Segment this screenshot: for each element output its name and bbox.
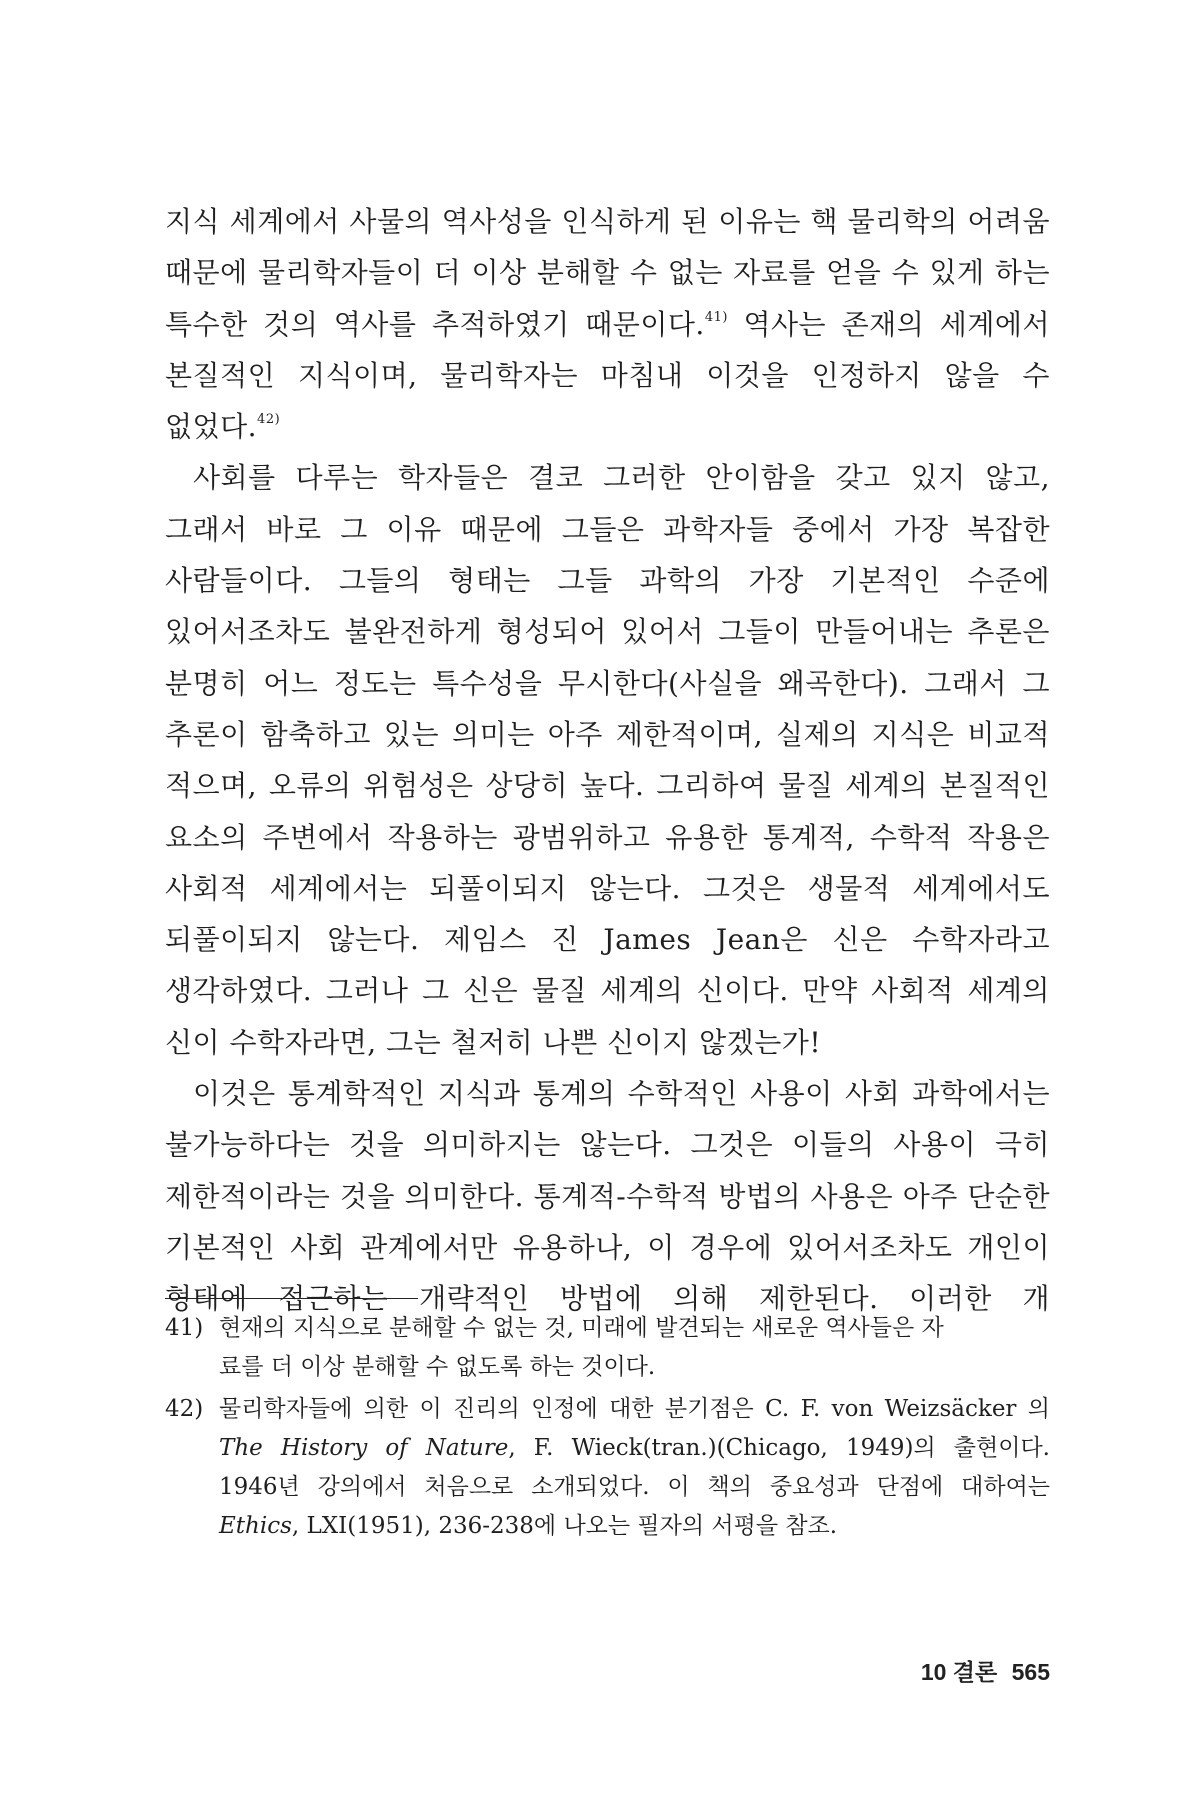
footnote-41	[165, 1309, 1050, 1387]
footnote-42-text-c: , LXI(1951), 236-238에 나오는 필자의 서평을 참조.	[291, 1513, 838, 1539]
paragraph-1-text-b: 역사는 존재의 세계에서 본질적인 지식이며, 물리학자는 마침내 이것을 인정하지 않을 수 없었다.	[165, 307, 1050, 444]
footnote-ref-42: 42)	[257, 412, 281, 428]
footnote-42-book-title: The History of Nature	[219, 1435, 509, 1461]
footnote-42-number: 42)	[165, 1396, 204, 1422]
footnote-42-journal-title: Ethics	[219, 1513, 292, 1539]
paragraph-3: 이것은 통계학적인 지식과 통계의 수학적인 사용이 사회 과학에서는 불가능하다는 것을 의미하지는 않는다. 그것은 이들의 사용이 극히 제한적이라는 것을 의미한다. 통계적-수학적 방법의 사용은 아주 단순한 기본적인 사회 관계에서만 유용하나, 이 경우에 있어서조차도 개인이 형태에 접근하는 개략적인 방법에 의해 제한된다. 이러한 개	[165, 1077, 1050, 1316]
paragraph-1	[165, 196, 1050, 452]
main-text	[165, 196, 1050, 1325]
footnote-42-text	[219, 1390, 1050, 1546]
paragraph-1-text-a: 지식 세계에서 사물의 역사성을 인식하게 된 이유는 핵 물리학의 어려움 때문에 물리학자들이 더 이상 분해할 수 없는 자료를 얻을 수 있게 하는 특수한 것의 역사를 추적하였기 때문이다.	[165, 205, 1050, 341]
footnote-41-line-1: 현재의 지식으로 분해할 수 없는 것, 미래에 발견되는 새로운 역사들은 자	[219, 1315, 944, 1341]
footnote-42	[165, 1390, 1050, 1546]
footnote-42-text-b: , F. Wieck(tran.)(Chicago, 1949)의 출현이다. 1946년 강의에서 처음으로 소개되었다. 이 책의 중요성과 단점에 대하여는	[219, 1435, 1050, 1500]
running-footer	[921, 1654, 1050, 1687]
footnote-41-text	[219, 1309, 1050, 1387]
footnote-41-line-2: 료를 더 이상 분해할 수 없도록 하는 것이다.	[219, 1354, 656, 1380]
chapter-label: 10 결론	[920, 1659, 998, 1685]
footnotes	[165, 1309, 1050, 1549]
footnote-divider	[165, 1298, 418, 1299]
paragraph-2: 사회를 다루는 학자들은 결코 그러한 안이함을 갖고 있지 않고, 그래서 바로 그 이유 때문에 그들은 과학자들 중에서 가장 복잡한 사람들이다. 그들의 형태는 그들 과학의 가장 기본적인 수준에 있어서조차도 불완전하게 형성되어 있어서 그들이 만들어내는 추론은 분명히 어느 정도는 특수성을 무시한다(사실을 왜곡한다). 그래서 그 추론이 함축하고 있는 의미는 아주 제한적이며, 실제의 지식은 비교적 적으며, 오류의 위험성은 상당히 높다. 그리하여 물질 세계의 본질적인 요소의 주변에서 작용하는 광범위하고 유용한 통계적, 수학적 작용은 사회적 세계에서는 되풀이되지 않는다. 그것은 생물적 세계에서도 되풀이되지 않는다. 제임스 진 James Jean은 신은 수학자라고 생각하였다. 그러나 그 신은 물질 세계의 신이다. 만약 사회적 세계의 신이 수학자라면, 그는 철저히 나쁜 신이지 않겠는가!	[165, 461, 1050, 1059]
footnote-42-text-a: 물리학자들에 의한 이 진리의 인정에 대한 분기점은 C. F. von Weizsäcker 의	[219, 1396, 1050, 1422]
footnote-ref-41: 41)	[704, 309, 728, 325]
footnote-41-number: 41)	[165, 1315, 204, 1341]
page-number: 565	[1011, 1659, 1050, 1685]
